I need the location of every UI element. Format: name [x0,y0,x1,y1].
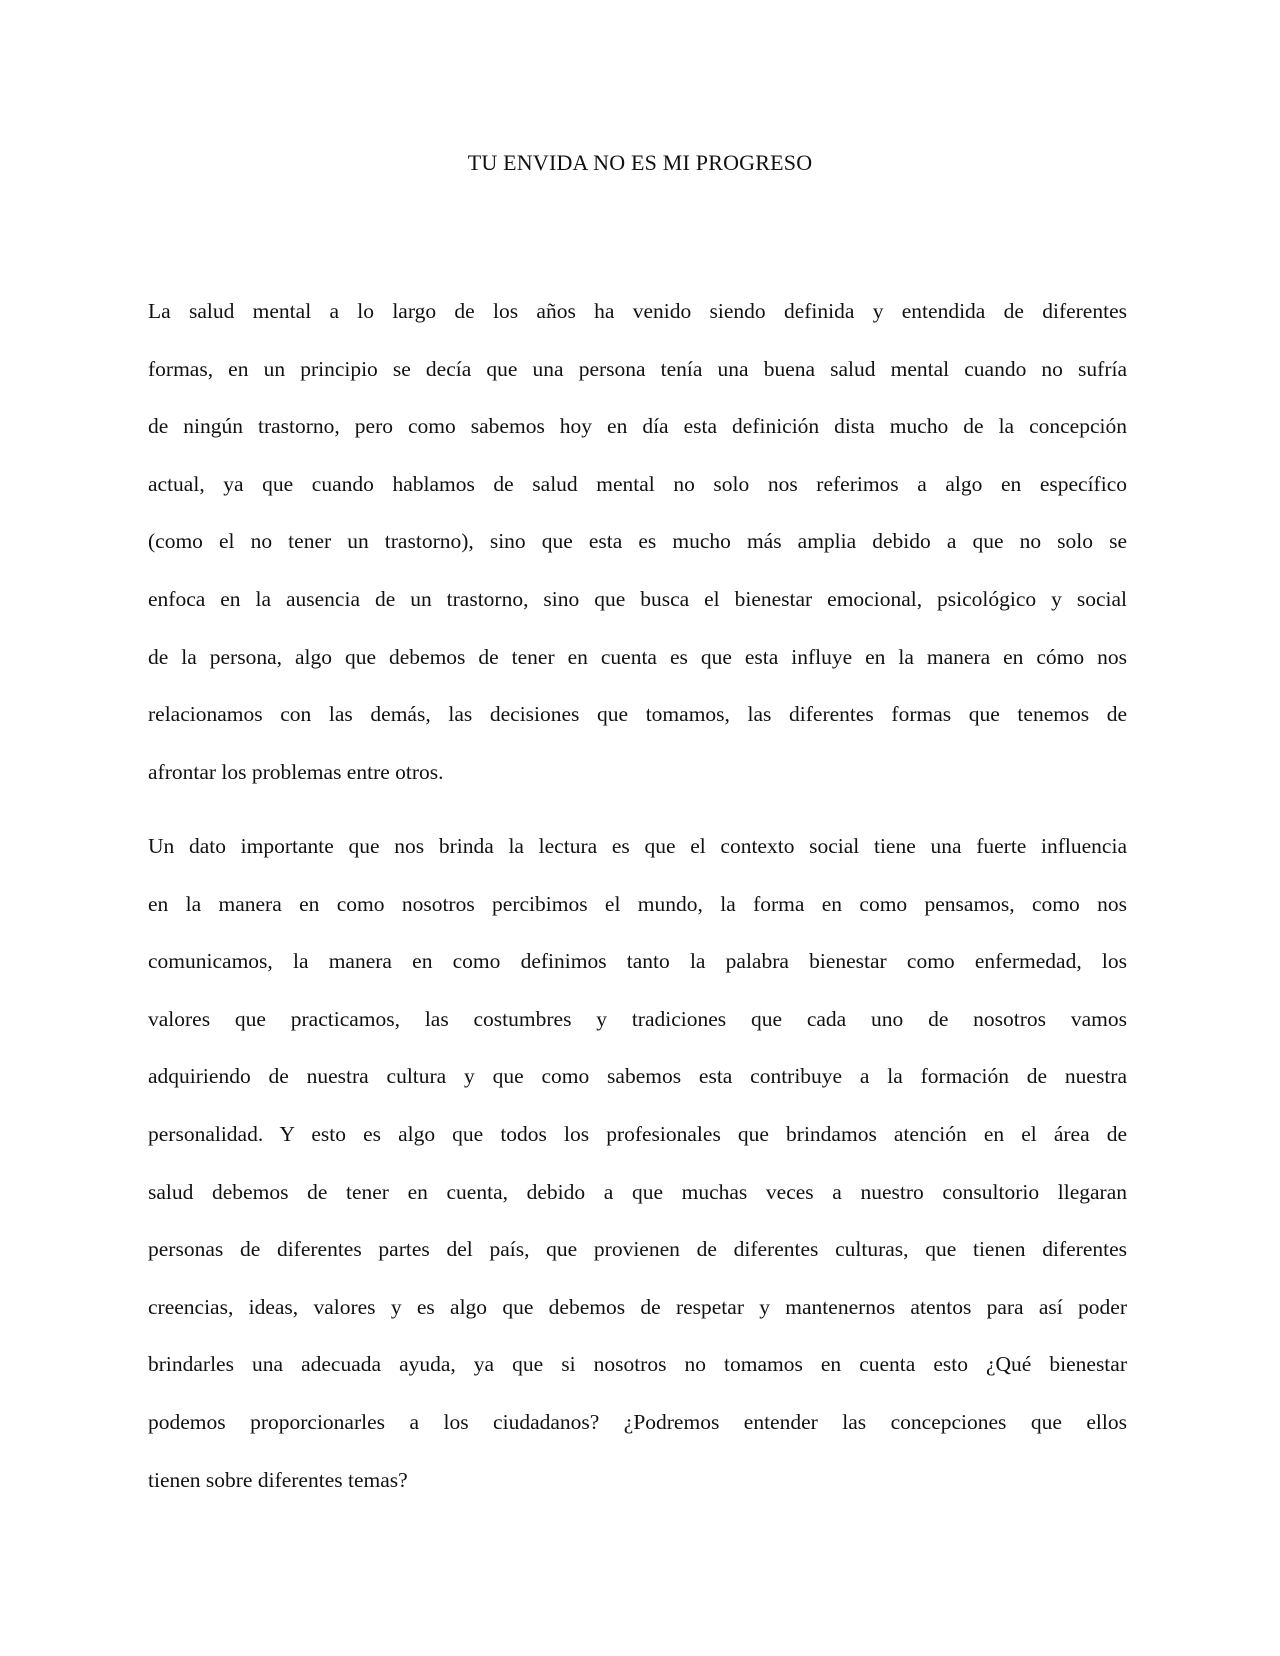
paragraph-line: creencias, ideas, valores y es algo que debemos de respetar y mantenernos atentos para así poder [148,1294,1127,1319]
paragraph-line: salud debemos de tener en cuenta, debido a que muchas veces a nuestro consultorio llegaran [148,1179,1127,1204]
paragraph-line: podemos proporcionarles a los ciudadanos? ¿Podremos entender las concepciones que ellos [148,1409,1127,1434]
paragraph-line: relacionamos con las demás, las decisiones que tomamos, las diferentes formas que tenemos de [148,702,1127,727]
paragraph-line: Un dato importante que nos brinda la lectura es que el contexto social tiene una fuerte influencia [148,834,1127,858]
paragraph-line: adquiriendo de nuestra cultura y que como sabemos esta contribuye a la formación de nuestra [148,1064,1127,1089]
paragraph-1 [148,283,1127,801]
paragraph-line: de ningún trastorno, pero como sabemos hoy en día esta definición dista mucho de la concepción [148,414,1127,439]
paragraph-line: brindarles una adecuada ayuda, ya que si nosotros no tomamos en cuenta esto ¿Qué bienestar [148,1352,1127,1377]
paragraph-line: valores que practicamos, las costumbres y tradiciones que cada uno de nosotros vamos [148,1006,1127,1031]
paragraph-line: comunicamos, la manera en como definimos tanto la palabra bienestar como enfermedad, los [148,949,1127,974]
paragraph-2 [148,818,1127,1509]
paragraph-line: de la persona, algo que debemos de tener en cuenta es que esta influye en la manera en cómo nos [148,644,1127,669]
document-title: TU ENVIDA NO ES MI PROGRESO [467,150,813,175]
paragraph-line: personas de diferentes partes del país, que provienen de diferentes culturas, que tienen diferentes [148,1237,1127,1262]
paragraph-line: en la manera en como nosotros percibimos el mundo, la forma en como pensamos, como nos [148,891,1127,916]
paragraph-line: (como el no tener un trastorno), sino que esta es mucho más amplia debido a que no solo se [148,529,1127,554]
paragraph-line: formas, en un principio se decía que una persona tenía una buena salud mental cuando no sufría [148,356,1127,381]
paragraph-line: La salud mental a lo largo de los años ha venido siendo definida y entendida de diferentes [148,299,1127,323]
paragraph-line: tienen sobre diferentes temas? [148,1467,408,1492]
paragraph-line: afrontar los problemas entre otros. [148,759,444,784]
paragraph-line: personalidad. Y esto es algo que todos los profesionales que brindamos atención en el área de [148,1121,1127,1146]
paragraph-line: enfoca en la ausencia de un trastorno, sino que busca el bienestar emocional, psicológico y social [148,586,1127,611]
paragraph-line: actual, ya que cuando hablamos de salud mental no solo nos referimos a algo en específico [148,471,1127,496]
